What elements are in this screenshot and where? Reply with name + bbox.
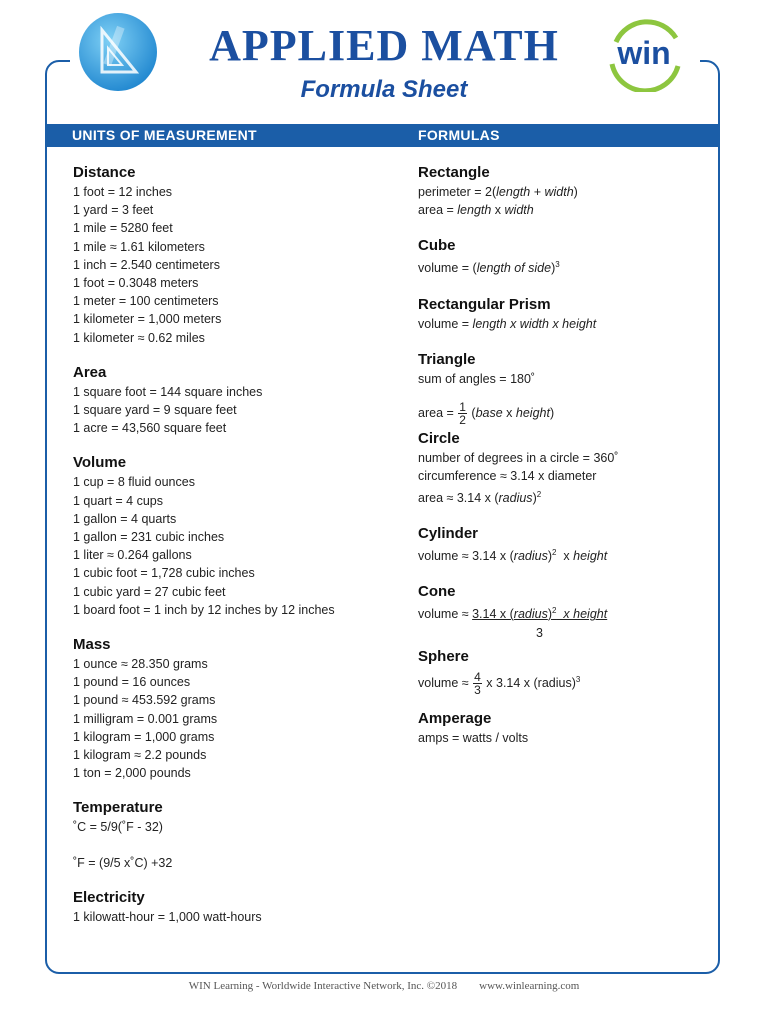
list-item: 1 mile ≈ 1.61 kilometers [73,239,205,254]
amperage-section [418,710,708,747]
fraction-one-half: $\frac{1}{2}$ [459,400,466,428]
perimeter-formula: perimeter = 2(length + width) [418,185,578,199]
prism-section [418,296,708,333]
circle-degrees: number of degrees in a circle = 360˚ [418,451,619,466]
distance-section [73,164,393,347]
list-item: ˚F = (9/5 x˚C) +32 [73,855,173,870]
fraction-four-thirds: $\frac{4}{3}$ [474,670,481,698]
section-header-bar [45,124,720,147]
list-item: 1 quart = 4 cups [73,493,163,508]
cylinder-section [418,525,708,565]
cone-section [418,583,708,642]
formulas-column [418,164,708,747]
list-item: 1 meter = 100 centimeters [73,294,219,309]
distance-heading: Distance [73,164,136,181]
circle-area-formula: area ≈ 3.14 x (radius)$^2$ [418,489,542,505]
sphere-volume-formula: volume ≈ $\frac{4}{3}$ x 3.14 x (radius)$^3$ [418,670,581,698]
list-item: 1 ton = 2,000 pounds [73,766,191,781]
cylinder-volume-formula: volume ≈ 3.14 x (radius)$^2$ x height [418,547,608,564]
list-item: 1 foot = 12 inches [73,185,173,199]
list-item: 1 pound = 16 ounces [73,675,191,690]
list-item: 1 board foot = 1 inch by 12 inches by 12 inches [73,602,335,617]
temperature-section [73,799,393,871]
list-item: 1 kilogram ≈ 2.2 pounds [73,748,207,763]
cone-denominator: 3 [536,625,543,640]
units-heading: UNITS OF MEASUREMENT [72,127,257,143]
volume-section [73,454,393,619]
cone-heading: Cone [418,583,456,601]
circle-section [418,430,708,507]
electricity-heading: Electricity [73,888,145,906]
triangle-area-formula: area = $\frac{1}{2}$ (base x height) [418,400,555,428]
rectangle-section [418,164,708,219]
sphere-heading: Sphere [418,647,469,665]
volume-heading: Volume [73,454,127,472]
list-item: 1 kilometer ≈ 0.62 miles [73,330,205,345]
list-item: 1 gallon = 4 quarts [73,511,177,526]
list-item: 1 kilogram = 1,000 grams [73,729,215,744]
prism-heading: Rectangular Prism [418,295,551,313]
list-item: 1 milligram = 0.001 grams [73,711,218,726]
list-item: 1 cup = 8 fluid ounces [73,475,195,490]
list-item: 1 square foot = 144 square inches [73,384,263,399]
area-formula: area = length x width [418,203,534,218]
list-item: 1 mile = 5280 feet [73,221,173,236]
cube-section [418,237,708,277]
list-item: 1 yard = 3 feet [73,203,154,218]
list-item: 1 kilometer = 1,000 meters [73,312,222,327]
triangle-angles: sum of angles = 180˚ [418,371,536,386]
triangle-heading: Triangle [418,350,476,368]
formulas-heading: FORMULAS [418,127,500,143]
win-logo-text: win [617,35,671,71]
page-subtitle: Formula Sheet [300,76,468,103]
list-item: 1 square yard = 9 square feet [73,403,237,418]
list-item: 1 cubic yard = 27 cubic feet [73,584,226,599]
sphere-section [418,648,708,696]
area-section [73,364,393,438]
list-item: ˚C = 5/9(˚F - 32) [73,820,163,835]
list-item: 1 inch = 2.540 centimeters [73,257,220,272]
circle-circumference: circumference ≈ 3.14 x diameter [418,469,597,484]
electricity-section [73,889,393,926]
cylinder-heading: Cylinder [418,524,479,542]
amperage-formula: amps = watts / volts [418,731,529,746]
area-heading: Area [73,363,107,381]
list-item: 1 gallon = 231 cubic inches [73,530,225,545]
prism-volume-formula: volume = length x width x height [418,316,597,331]
triangle-section [418,351,708,428]
units-column [73,164,393,926]
page-title: APPLIED MATH [209,21,559,70]
mass-heading: Mass [73,636,111,654]
footer: WIN Learning - Worldwide Interactive Network, Inc. ©2018 www.winlearning.com [188,980,580,992]
list-item: 1 cubic foot = 1,728 cubic inches [73,566,255,581]
temperature-heading: Temperature [73,799,163,817]
rectangle-heading: Rectangle [418,164,490,181]
list-item: 1 kilowatt-hour = 1,000 watt-hours [73,909,262,924]
list-item: 1 pound ≈ 453.592 grams [73,693,216,708]
circle-heading: Circle [418,430,460,448]
cube-volume-formula: volume = (length of side)$^3$ [418,260,560,276]
amperage-heading: Amperage [418,710,492,728]
list-item: 1 foot = 0.3048 meters [73,276,199,291]
cone-volume-formula: volume ≈ 3.14 x (radius)$^2$ x height [418,606,608,622]
list-item: 1 liter ≈ 0.264 gallons [73,548,192,563]
list-item: 1 ounce ≈ 28.350 grams [73,657,208,672]
mass-section [73,636,393,782]
list-item: 1 acre = 43,560 square feet [73,421,227,436]
cube-heading: Cube [418,237,456,255]
